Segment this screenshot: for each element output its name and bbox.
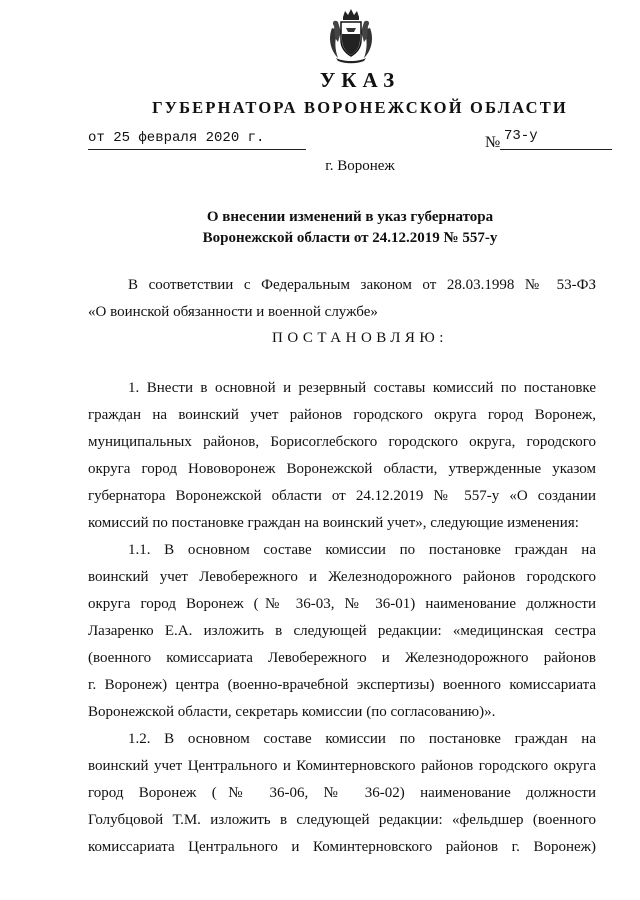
document-date: от 25 февраля 2020 г. bbox=[88, 130, 265, 146]
decree-word: ПОСТАНОВЛЯЮ: bbox=[272, 330, 448, 346]
paragraph-line: Лазаренко Е.А. изложить в следующей редакции: «медицинская сестра bbox=[88, 623, 596, 639]
paragraph-line: 1. Внести в основной и резервный составы комиссий по постановке bbox=[128, 380, 596, 396]
date-underline bbox=[88, 149, 306, 150]
paragraph-line: граждан на воинский учет районов городского округа город Воронеж, bbox=[88, 407, 596, 423]
paragraph-line: комиссий по постановке граждан на воинский учет», следующие изменения: bbox=[88, 515, 579, 531]
title-line: О внесении изменений в указ губернатора bbox=[206, 209, 494, 225]
paragraph-line: Голубцовой Т.М. изложить в следующей редакции: «фельдшер (военного bbox=[88, 812, 596, 828]
title-line: Воронежской области от 24.12.2019 № 557-у bbox=[202, 230, 498, 246]
paragraph-line: округа город Воронеж (№ 36-03, № 36-01) наименование должности bbox=[88, 596, 596, 612]
document-type: УКАЗ bbox=[319, 68, 401, 92]
paragraph-line: комиссариата Центрального и Коминтерновского районов г. Воронеж) bbox=[88, 839, 596, 855]
number-underline bbox=[500, 149, 612, 150]
paragraph-line: 1.2. В основном составе комиссии по постановке граждан на bbox=[128, 731, 596, 747]
document-authority: ГУБЕРНАТОРА ВОРОНЕЖСКОЙ ОБЛАСТИ bbox=[152, 98, 568, 117]
paragraph-line: воинский учет Центрального и Коминтерновского районов городского округа bbox=[88, 758, 596, 774]
document-title bbox=[0, 207, 640, 249]
document-city: г. Воронеж bbox=[325, 158, 395, 174]
paragraph-line: 1.1. В основном составе комиссии по постановке граждан на bbox=[128, 542, 596, 558]
preamble-line: «О воинской обязанности и военной службе» bbox=[88, 304, 378, 320]
coat-of-arms-emblem bbox=[326, 8, 376, 64]
document-number: 73-у bbox=[504, 128, 538, 144]
paragraph-line: город Воронеж (№ 36-06, № 36-02) наименование должности bbox=[88, 785, 596, 801]
paragraph-line: округа город Нововоронеж Воронежской области, утвержденные указом bbox=[88, 461, 596, 477]
paragraph-line: (военного комиссариата Левобережного и Железнодорожного районов bbox=[88, 650, 596, 666]
paragraph-line: муниципальных районов, Борисоглебского городского округа, городского bbox=[88, 434, 596, 450]
number-sign: № bbox=[485, 134, 501, 151]
paragraph-line: Воронежской области, секретарь комиссии (по согласованию)». bbox=[88, 704, 496, 720]
paragraph-line: г. Воронеж) центра (военно-врачебной экспертизы) военного комиссариата bbox=[88, 677, 596, 693]
paragraph-line: воинский учет Левобережного и Железнодорожного районов городского bbox=[88, 569, 596, 585]
paragraph-line: губернатора Воронежской области от 24.12.2019 № 557-у «О создании bbox=[88, 488, 596, 504]
preamble-line: В соответствии с Федеральным законом от 28.03.1998 № 53-ФЗ bbox=[128, 277, 596, 293]
